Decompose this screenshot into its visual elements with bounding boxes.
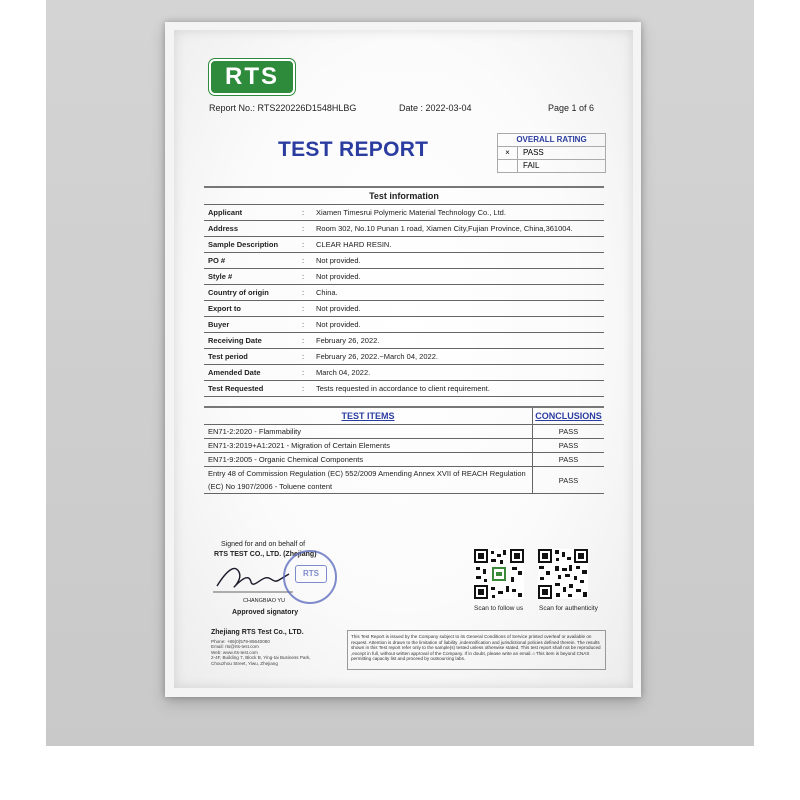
info-value: February 26, 2022.~March 04, 2022. [316,352,438,361]
info-row [204,381,604,397]
overall-rating-title: OVERALL RATING [498,134,605,147]
info-row [204,221,604,237]
info-row [204,253,604,269]
signer-role: Approved signatory [232,609,299,616]
handwritten-signature [213,562,293,594]
info-separator: : [302,272,305,281]
info-value: February 26, 2022. [316,336,380,345]
info-label: Test period [208,352,248,361]
test-information-title: Test information [204,188,604,205]
info-separator: : [302,384,305,393]
test-information-table [204,186,604,397]
test-item-row [204,453,604,467]
footer-address [211,639,311,666]
info-row [204,285,604,301]
info-value: March 04, 2022. [316,368,371,377]
test-item-name: Entry 48 of Commission Regulation (EC) 552/2009 Amending Annex XVII of REACH Regulation (EC) No 1907/2006 - Toluene content [204,467,533,493]
authenticity-qr-label: Scan for authenticity [539,605,598,612]
info-separator: : [302,240,305,249]
info-label: Sample Description [208,240,279,249]
footer-address-line: Web: www.rts-test.com [211,649,258,655]
test-item-result: PASS [558,441,579,450]
rating-row-pass [498,147,605,160]
info-value: China. [316,288,338,297]
info-row [204,269,604,285]
rating-label: PASS [523,148,544,157]
test-item-result: PASS [558,455,579,464]
info-separator: : [302,320,305,329]
signed-for-text: Signed for and on behalf of [221,541,306,548]
disclaimer-box: This Test Report is issued by the Company subject to its General Conditions of Service printed overleaf or available on request. Attention is drawn to the limitation of liability ,indemnification and jurisdictional policies defined therein. The results shown in this Test report refer only to the sample(s) tested unless otherwise stated. This test report shall not be reproduced ,except in full, without written approval of the Company. If in doubt, please write an email.☆This item is beyond CNAS permitting capacity list and proceed by outsourcing labs. [347,630,606,670]
test-item-name: EN71-9:2005 - Organic Chemical Components [204,453,533,466]
test-item-result: PASS [558,475,579,485]
footer-address-line: Phone: +86(0)579-85640080 [211,639,270,644]
test-item-row [204,467,604,494]
info-separator: : [302,336,305,345]
info-value: Not provided. [316,256,361,265]
rating-mark [498,160,518,172]
test-items-table [204,406,604,494]
info-row [204,349,604,365]
info-value: Not provided. [316,272,361,281]
info-row [204,365,604,381]
footer-company-name: Zhejiang RTS Test Co., LTD. [211,629,304,636]
test-items-heading: TEST ITEMS [204,408,533,424]
info-value: Not provided. [316,304,361,313]
follow-qr-label: Scan to follow us [474,605,524,612]
info-separator: : [302,368,305,377]
footer-address-line: 2-4F, Building 7, Block B, Ying-tai Business Park, [211,655,311,661]
rating-mark: × [498,147,518,159]
rts-logo: RTS [209,59,295,95]
company-seal-stamp [283,550,337,604]
test-items-header [204,408,604,425]
info-value: Room 302, No.10 Punan 1 road, Xiamen City,Fujian Province, China,361004. [316,224,573,233]
signer-name: CHANGBIAO YU [243,598,286,604]
info-row [204,205,604,221]
info-row [204,333,604,349]
info-label: Style # [208,272,233,281]
info-label: Amended Date [208,368,261,377]
info-row [204,317,604,333]
overall-rating-box [497,133,606,173]
qr-code-icon [474,549,524,599]
test-item-result: PASS [558,427,579,436]
info-separator: : [302,288,305,297]
info-label: Buyer [208,320,230,329]
info-label: Address [208,224,239,233]
info-label: Export to [208,304,241,313]
info-label: PO # [208,256,226,265]
info-label: Applicant [208,208,243,217]
info-value: Xiamen Timesrui Polymeric Material Technology Co., Ltd. [316,208,506,217]
info-label: Receiving Date [208,336,262,345]
report-number: Report No.: RTS220226D1548HLBG [209,103,357,113]
test-item-name: EN71-2:2020 - Flammability [204,425,533,438]
footer-address-line: Email: rts@rts-test.com [211,644,259,650]
info-separator: : [302,256,305,265]
footer-address-line: Chouzhou Street, Yiwu, Zhejiang [211,660,278,666]
info-value: Tests requested in accordance to client requirement. [316,384,490,393]
info-value: CLEAR HARD RESIN. [316,240,392,249]
info-separator: : [302,208,305,217]
report-title: TEST REPORT [278,138,429,161]
follow-qr-code[interactable] [474,549,524,599]
test-item-row [204,425,604,439]
conclusions-heading: CONCLUSIONS [535,411,602,421]
info-separator: : [302,304,305,313]
page-indicator: Page 1 of 6 [548,103,595,113]
test-item-name: EN71-3:2019+A1:2021 - Migration of Certain Elements [204,439,533,452]
info-separator: : [302,224,305,233]
info-value: Not provided. [316,320,361,329]
test-item-row [204,439,604,453]
info-label: Country of origin [208,288,269,297]
report-date: Date : 2022-03-04 [399,103,472,113]
authenticity-qr-code[interactable] [538,549,588,599]
stamp-logo: RTS [295,565,327,583]
signing-company: RTS TEST CO., LTD. (Zhejiang) [214,551,317,558]
info-row [204,237,604,253]
rating-row-fail [498,160,605,172]
info-row [204,301,604,317]
qr-code-icon [538,549,588,599]
info-label: Test Requested [208,384,264,393]
rating-label: FAIL [523,161,540,170]
info-separator: : [302,352,305,361]
